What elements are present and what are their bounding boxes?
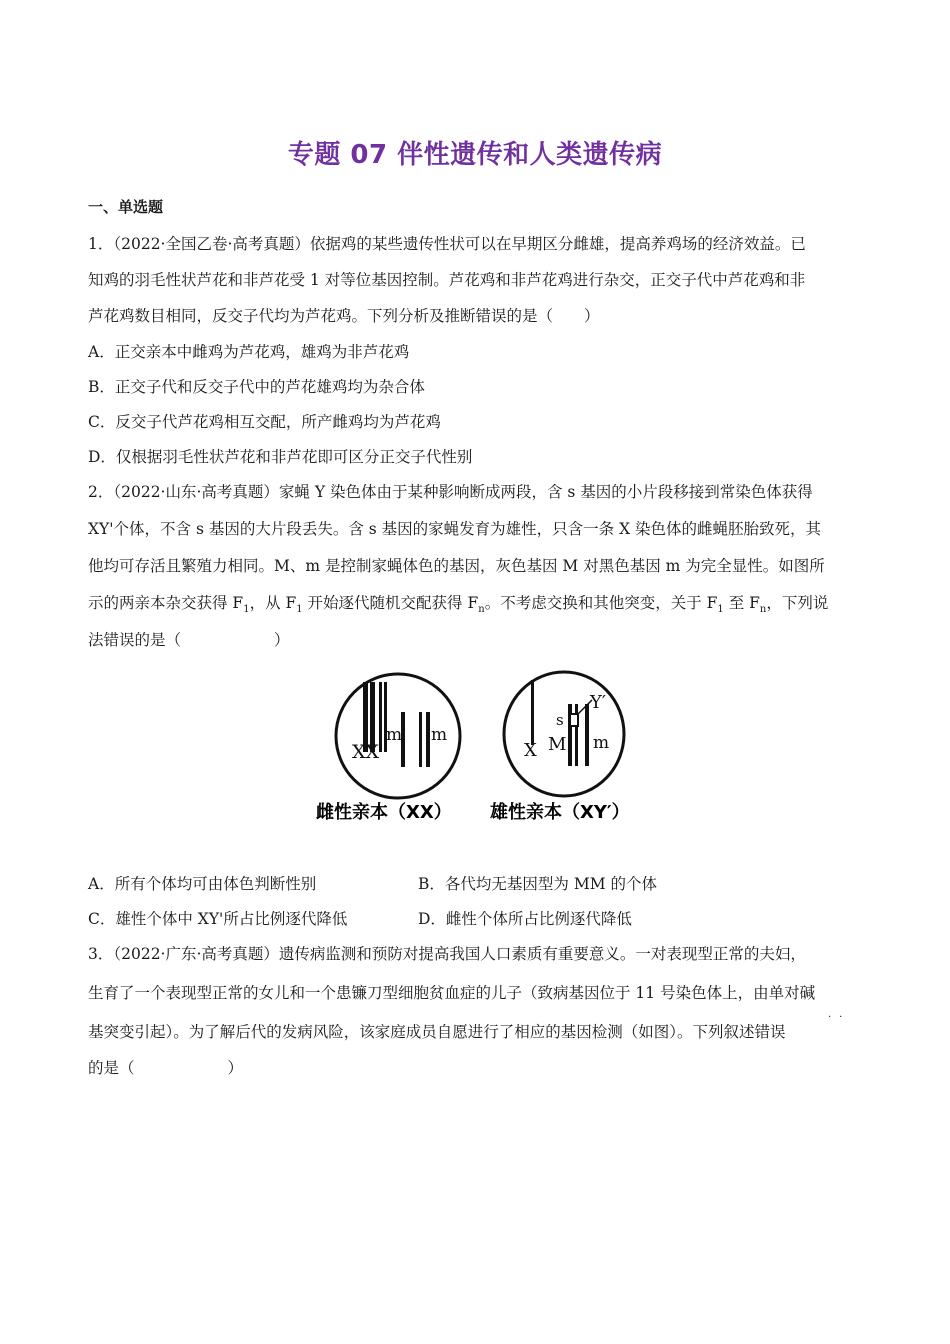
question-3-line-1: 3．（2022·广东·高考真题）遗传病监测和预防对提高我国人口素质有重要意义。一对表现型正常的夫妇， [88,945,806,963]
question-1-option-d: D．仅根据羽毛性状芦花和非芦花即可区分正交子代性别 [88,448,473,466]
question-1-line-3: 芦花鸡数目相同，反交子代均为芦花鸡。下列分析及推断错误的是（ ） [88,307,600,325]
question-1-option-a: A．正交亲本中雌鸡为芦花鸡，雄鸡为非芦花鸡 [88,343,410,361]
label-y-prime: Y′ [590,692,606,713]
question-2-option-d: D．雌性个体所占比例逐代降低 [418,910,632,928]
question-1-line-1: 1．（2022·全国乙卷·高考真题）依据鸡的某些遗传性状可以在早期区分雌雄，提高养鸡场的经济效益。已 [88,235,806,253]
question-2-line-1: 2．（2022·山东·高考真题）家蝇 Y 染色体由于某种影响断成两段，含 s 基因的小片段移接到常染色体获得 [88,483,813,501]
question-2-option-b: B．各代均无基因型为 MM 的个体 [418,875,657,893]
caption-female: 雌性亲本（XX） [316,802,452,823]
label-xx: XX [352,741,380,763]
question-1-option-c: C．反交子代芦花鸡相互交配，所产雌鸡均为芦花鸡 [88,413,441,431]
chromosome-figure [300,660,650,830]
caption-male: 雄性亲本（XY′） [490,802,630,823]
section-heading: 一、单选题 [88,198,164,216]
label-m-left: m [386,725,403,745]
question-1-option-b: B．正交子代和反交子代中的芦花雄鸡均为杂合体 [88,378,425,396]
label-big-m: M [548,734,567,755]
question-2-line-4: 示的两亲本杂交获得 $F_1$，从 $F_1$ 开始逐代随机交配获得 $F_n$。不考虑交换和其他突变，关于 $F_1$ 至 $F_n$，下列说 [88,594,829,616]
page-title: 专题 07 伴性遗传和人类遗传病 [287,140,663,170]
label-s: s [556,711,564,729]
male-parent-cell [504,672,624,796]
question-3-line-2: 生育了一个表现型正常的女儿和一个患镰刀型细胞贫血症的儿子（致病基因位于 11 号染色体上，由单对碱 [88,984,816,1002]
question-2-line-2: XY'个体，不含 s 基因的大片段丢失。含 s 基因的家蝇发育为雄性，只含一条 X 染色体的雌蝇胚胎致死，其 [88,520,822,538]
question-2-line-5: 法错误的是（ ） [88,631,290,649]
question-1-line-2: 知鸡的羽毛性状芦花和非芦花受 1 对等位基因控制。芦花鸡和非芦花鸡进行杂交，正交子代中芦花鸡和非 [88,271,806,289]
question-2-line-3: 他均可存活且繁殖力相同。M、m 是控制家蝇体色的基因，灰色基因 M 对黑色基因 m 为完全显性。如图所 [88,557,825,575]
label-x: X [524,740,537,761]
question-2-option-c: C．雄性个体中 XY'所占比例逐代降低 [88,910,348,928]
question-2-option-a: A．所有个体均可由体色判断性别 [88,875,317,893]
label-m-right: m [431,725,448,745]
label-m-male: m [593,733,610,753]
question-3-line-4: 的是（ ） [88,1059,244,1077]
female-parent-cell [336,674,460,798]
emphasis-dots: ·· [828,1012,851,1023]
question-3-line-3: 基突变引起）。为了解后代的发病风险，该家庭成员自愿进行了相应的基因检测（如图）。下列叙述错误 [88,1023,786,1041]
